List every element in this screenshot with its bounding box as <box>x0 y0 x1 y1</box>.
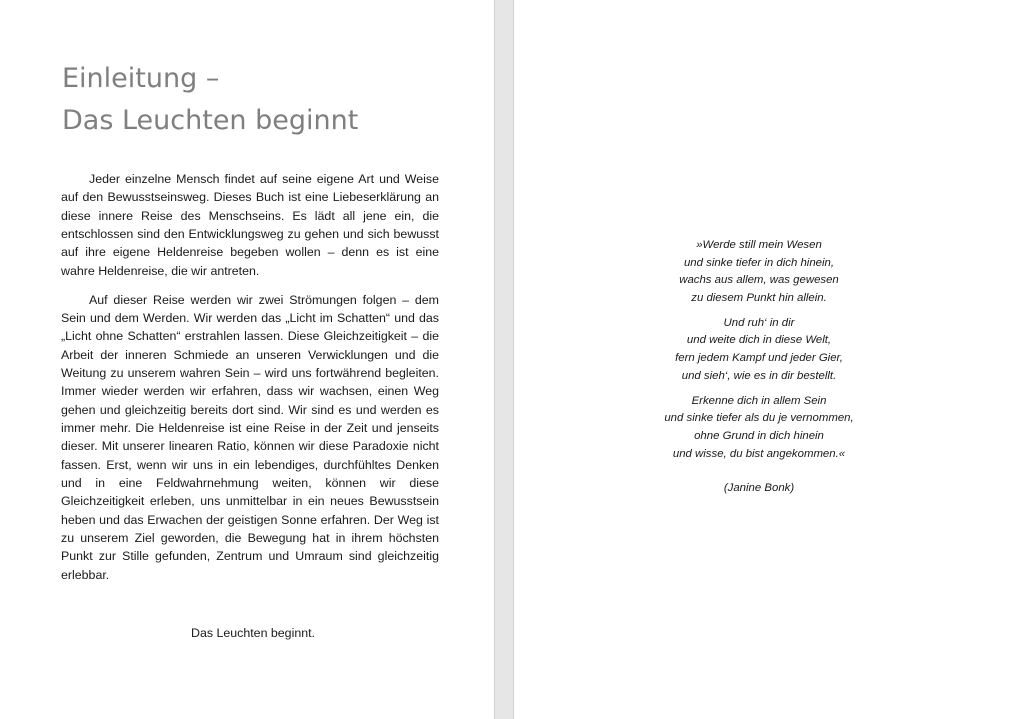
poem-stanza <box>644 315 874 385</box>
poem-line: und weite dich in diese Welt, <box>686 334 832 347</box>
left-page <box>0 0 494 719</box>
poem-line: und wisse, du bist angekommen.« <box>672 447 846 460</box>
poem-line: zu diesem Punkt hin allein. <box>691 291 827 304</box>
poem-line: und sinke tiefer als du je vernommen, <box>664 412 854 425</box>
chapter-title <box>62 58 462 142</box>
chapter-title-line-1: Einleitung – <box>62 63 220 94</box>
right-page <box>514 0 1010 719</box>
poem <box>644 237 874 498</box>
poem-line: »Werde still mein Wesen <box>696 239 822 251</box>
poem-line: und sieh‘, wie es in dir bestellt. <box>681 369 837 382</box>
poem-line: Und ruh‘ in dir <box>723 316 795 329</box>
poem-line: ohne Grund in dich hinein <box>694 429 824 442</box>
poem-attribution: (Janine Bonk) <box>723 482 795 495</box>
paragraph-2: Auf dieser Reise werden wir zwei Strömungen folgen – dem Sein und dem Werden. Wir werden das „Licht im Schatten“ und das „Licht ohne Schatten“ erstrahlen lassen. Diese Gleichzeitigkeit – die Arbeit der inneren Schmiede an unseren Verwicklungen und die Weitung zu unserem wahren Sein – wird uns fortwährend begleiten. Immer wieder werden wir erfahren, dass wir wachsen, einen Weg gehen und gleichzeitig bereits dort sind. Wir sind es und werden es immer mehr. Die Heldenreise ist eine Reise in der Zeit und jenseits dieser. Mit unserer linearen Ratio, können wir diese Paradoxie nicht fassen. Erst, wenn wir uns in ein lebendiges, durchfühltes Denken und in eine Feldwahrnehmung weiten, können wir diese Gleichzeitigkeit erleben, uns unmittelbar in ein neues Bewusstsein heben und das Erwachen der geistigen Sonne erfahren. Der Weg ist zu unserem Ziel geworden, die Bewegung hat in ihrem höchsten Punkt zur Stille gefunden, Zentrum und Umraum sind gleichzeitig erlebbar. <box>61 292 439 582</box>
poem-stanza <box>644 393 874 463</box>
poem-line: fern jedem Kampf und jeder Gier, <box>675 352 843 365</box>
poem-line: wachs aus allem, was gewesen <box>679 274 839 287</box>
poem-line: und sinke tiefer in dich hinein, <box>683 256 835 269</box>
paragraph-1: Jeder einzelne Mensch findet auf seine eigene Art und Weise auf den Bewusstseinsweg. Dieses Buch ist eine Liebeserklärung an diese innere Reise des Menschseins. Es lädt all jene ein, die entschlossen sind den Entwicklungsweg zu gehen und sich bewusst auf ihre eigene Heldenreise begeben wollen – denn es ist eine wahre Heldenreise, die wir antreten. <box>61 172 439 278</box>
closing-line: Das Leuchten beginnt. <box>191 626 315 640</box>
poem-stanza <box>644 237 874 307</box>
poem-line: Erkenne dich in allem Sein <box>691 394 827 407</box>
page-gutter <box>494 0 514 719</box>
introduction-body <box>61 170 439 595</box>
chapter-title-line-2: Das Leuchten beginnt <box>62 105 359 136</box>
